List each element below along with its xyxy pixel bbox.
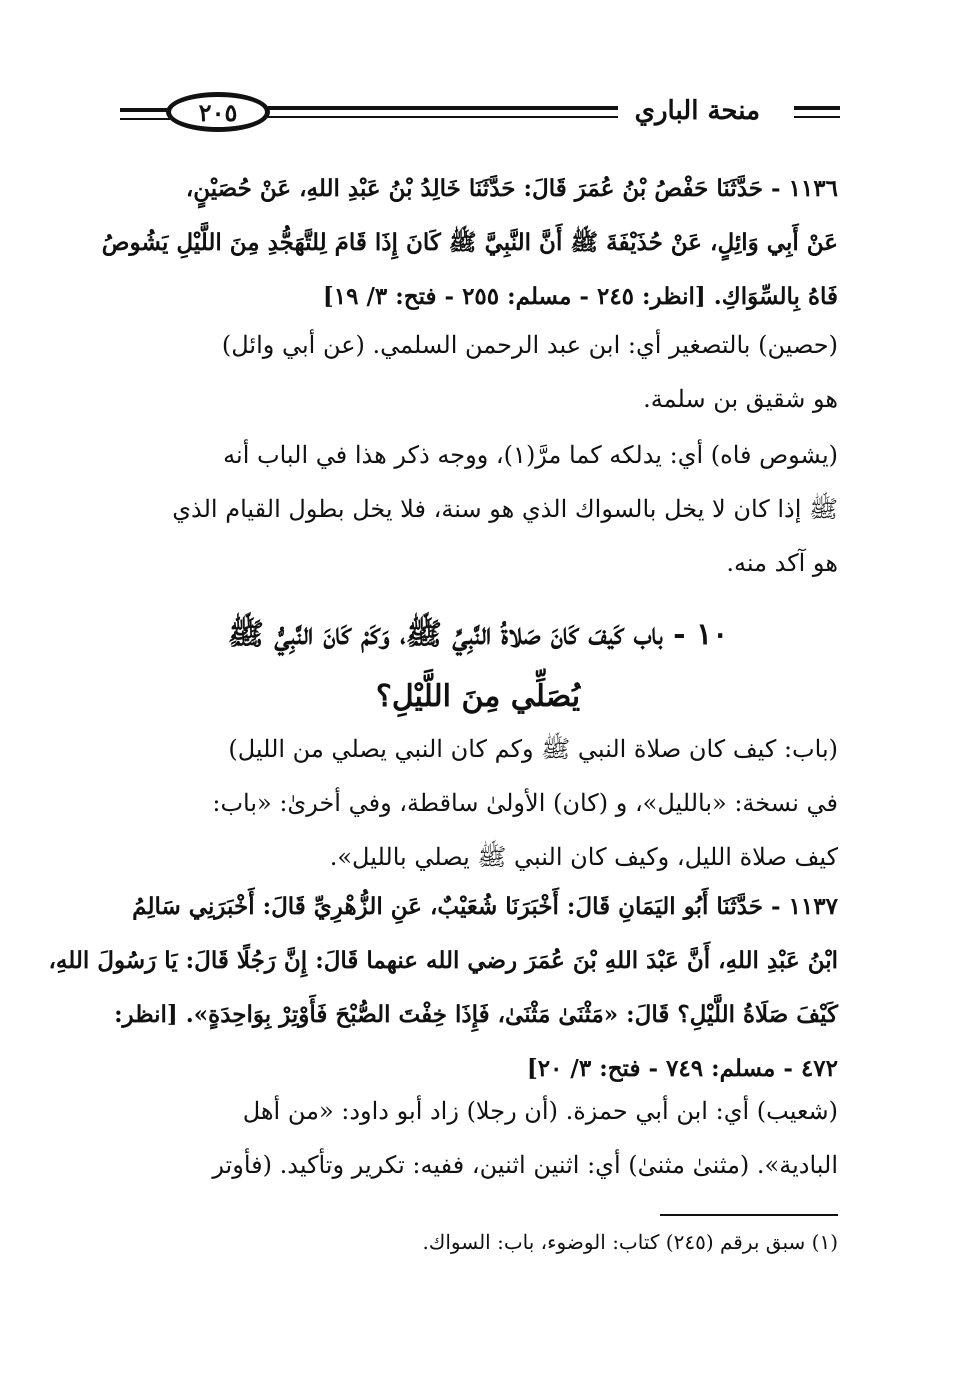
footnote-text: (١) سبق برقم (٢٤٥) كتاب: الوضوء، باب: السواك. (422, 1230, 838, 1254)
text-line: ﷺ إذا كان لا يخل بالسواك الذي هو سنة، فلا يخل بطول القيام الذي (172, 495, 838, 523)
commentary-4 (118, 1084, 838, 1192)
footnote-separator (660, 1214, 838, 1216)
hadith-1136 (101, 162, 838, 324)
text-line: (باب: كيف كان صلاة النبي ﷺ وكم كان النبي يصلي من الليل) (228, 735, 838, 763)
text-line: عَنْ أَبِي وَائِلٍ، عَنْ حُذَيْفَةَ ﷺ أَنَّ النَّبِيَّ ﷺ كَانَ إِذَا قَامَ لِلتَّهَجُّدِ مِنَ اللَّيْلِ يَشُوصُ (101, 229, 838, 256)
chapter-heading (118, 604, 838, 728)
text-line: كيف صلاة الليل، وكيف كان النبي ﷺ يصلي بالليل». (329, 843, 838, 871)
text-line: كَيْفَ صَلَاةُ اللَّيْلِ؟ قَالَ: «مَثْنَىٰ مَثْنَىٰ، فَإِذَا خِفْتَ الصُّبْحَ فَأَوْتِرْ بِوَاحِدَةٍ». [انظر: (114, 1001, 838, 1028)
chapter-line: ١٠ - باب كَيفَ كَانَ صَلاةُ النَّبِيِّ ﷺ، وَكَمْ كَانَ النَّبِيُّ ﷺ (227, 617, 729, 652)
header-rule-middle (268, 106, 618, 110)
chapter-line: يُصَلِّي مِنَ اللَّيْلِ؟ (375, 679, 581, 714)
header-rule-right-thin (794, 116, 840, 118)
text-line: هو آكد منه. (726, 549, 838, 577)
header-rule-left (120, 108, 170, 112)
header-rule-right (794, 106, 840, 110)
text-line: (شعيب) أي: ابن أبي حمزة. (أن رجلا) زاد أبو داود: «من أهل (242, 1097, 838, 1125)
text-line: ابْنُ عَبْدِ اللهِ، أَنَّ عَبْدَ اللهِ بْنَ عُمَرَ رضي الله عنهما قَالَ: إِنَّ رَجُلًا قَالَ: يَا رَسُولَ اللهِ، (48, 947, 838, 974)
header-rule-middle-thin (268, 116, 618, 118)
header-rule-left-thin (120, 118, 170, 120)
text-line: فَاهُ بِالسِّوَاكِ. [انظر: ٢٤٥ - مسلم: ٢٥٥ - فتح: ٣/ ١٩] (322, 283, 838, 310)
text-line: ١١٣٧ - حَدَّثَنَا أَبُو اليَمَانِ قَالَ: أَخْبَرَنَا شُعَيْبٌ، عَنِ الزُّهْرِيِّ قَالَ: أَخْبَرَنِي سَالِمُ (132, 893, 838, 920)
text-line: (حصين) بالتصغير أي: ابن عبد الرحمن السلمي. (عن أبي وائل) (221, 331, 838, 359)
page-number-text: ٢٠٥ (198, 97, 238, 127)
commentary-2 (118, 428, 838, 590)
book-title: منحة الباري (634, 96, 760, 126)
text-line: ٤٧٢ - مسلم: ٧٤٩ - فتح: ٣/ ٢٠] (526, 1055, 838, 1082)
text-line: ١١٣٦ - حَدَّثَنَا حَفْصُ بْنُ عُمَرَ قَالَ: حَدَّثَنَا خَالِدُ بْنُ عَبْدِ اللهِ، عَنْ حُصَيْنٍ، (185, 175, 838, 202)
text-line: هو شقيق بن سلمة. (643, 385, 838, 413)
commentary-3 (118, 722, 838, 884)
text-line: (يشوص فاه) أي: يدلكه كما مرَّ(١)، ووجه ذكر هذا في الباب أنه (223, 441, 838, 469)
commentary-1 (118, 318, 838, 426)
footnote (118, 1222, 838, 1262)
text-line: البادية». (مثنىٰ مثنىٰ) أي: اثنين اثنين، ففيه: تكرير وتأكيد. (فأوتر (212, 1151, 838, 1179)
running-header (120, 84, 840, 140)
page-number (166, 92, 270, 132)
hadith-1137 (48, 880, 838, 1096)
text-line: في نسخة: «بالليل»، و (كان) الأولىٰ ساقطة، وفي أخرىٰ: «باب: (212, 789, 838, 817)
